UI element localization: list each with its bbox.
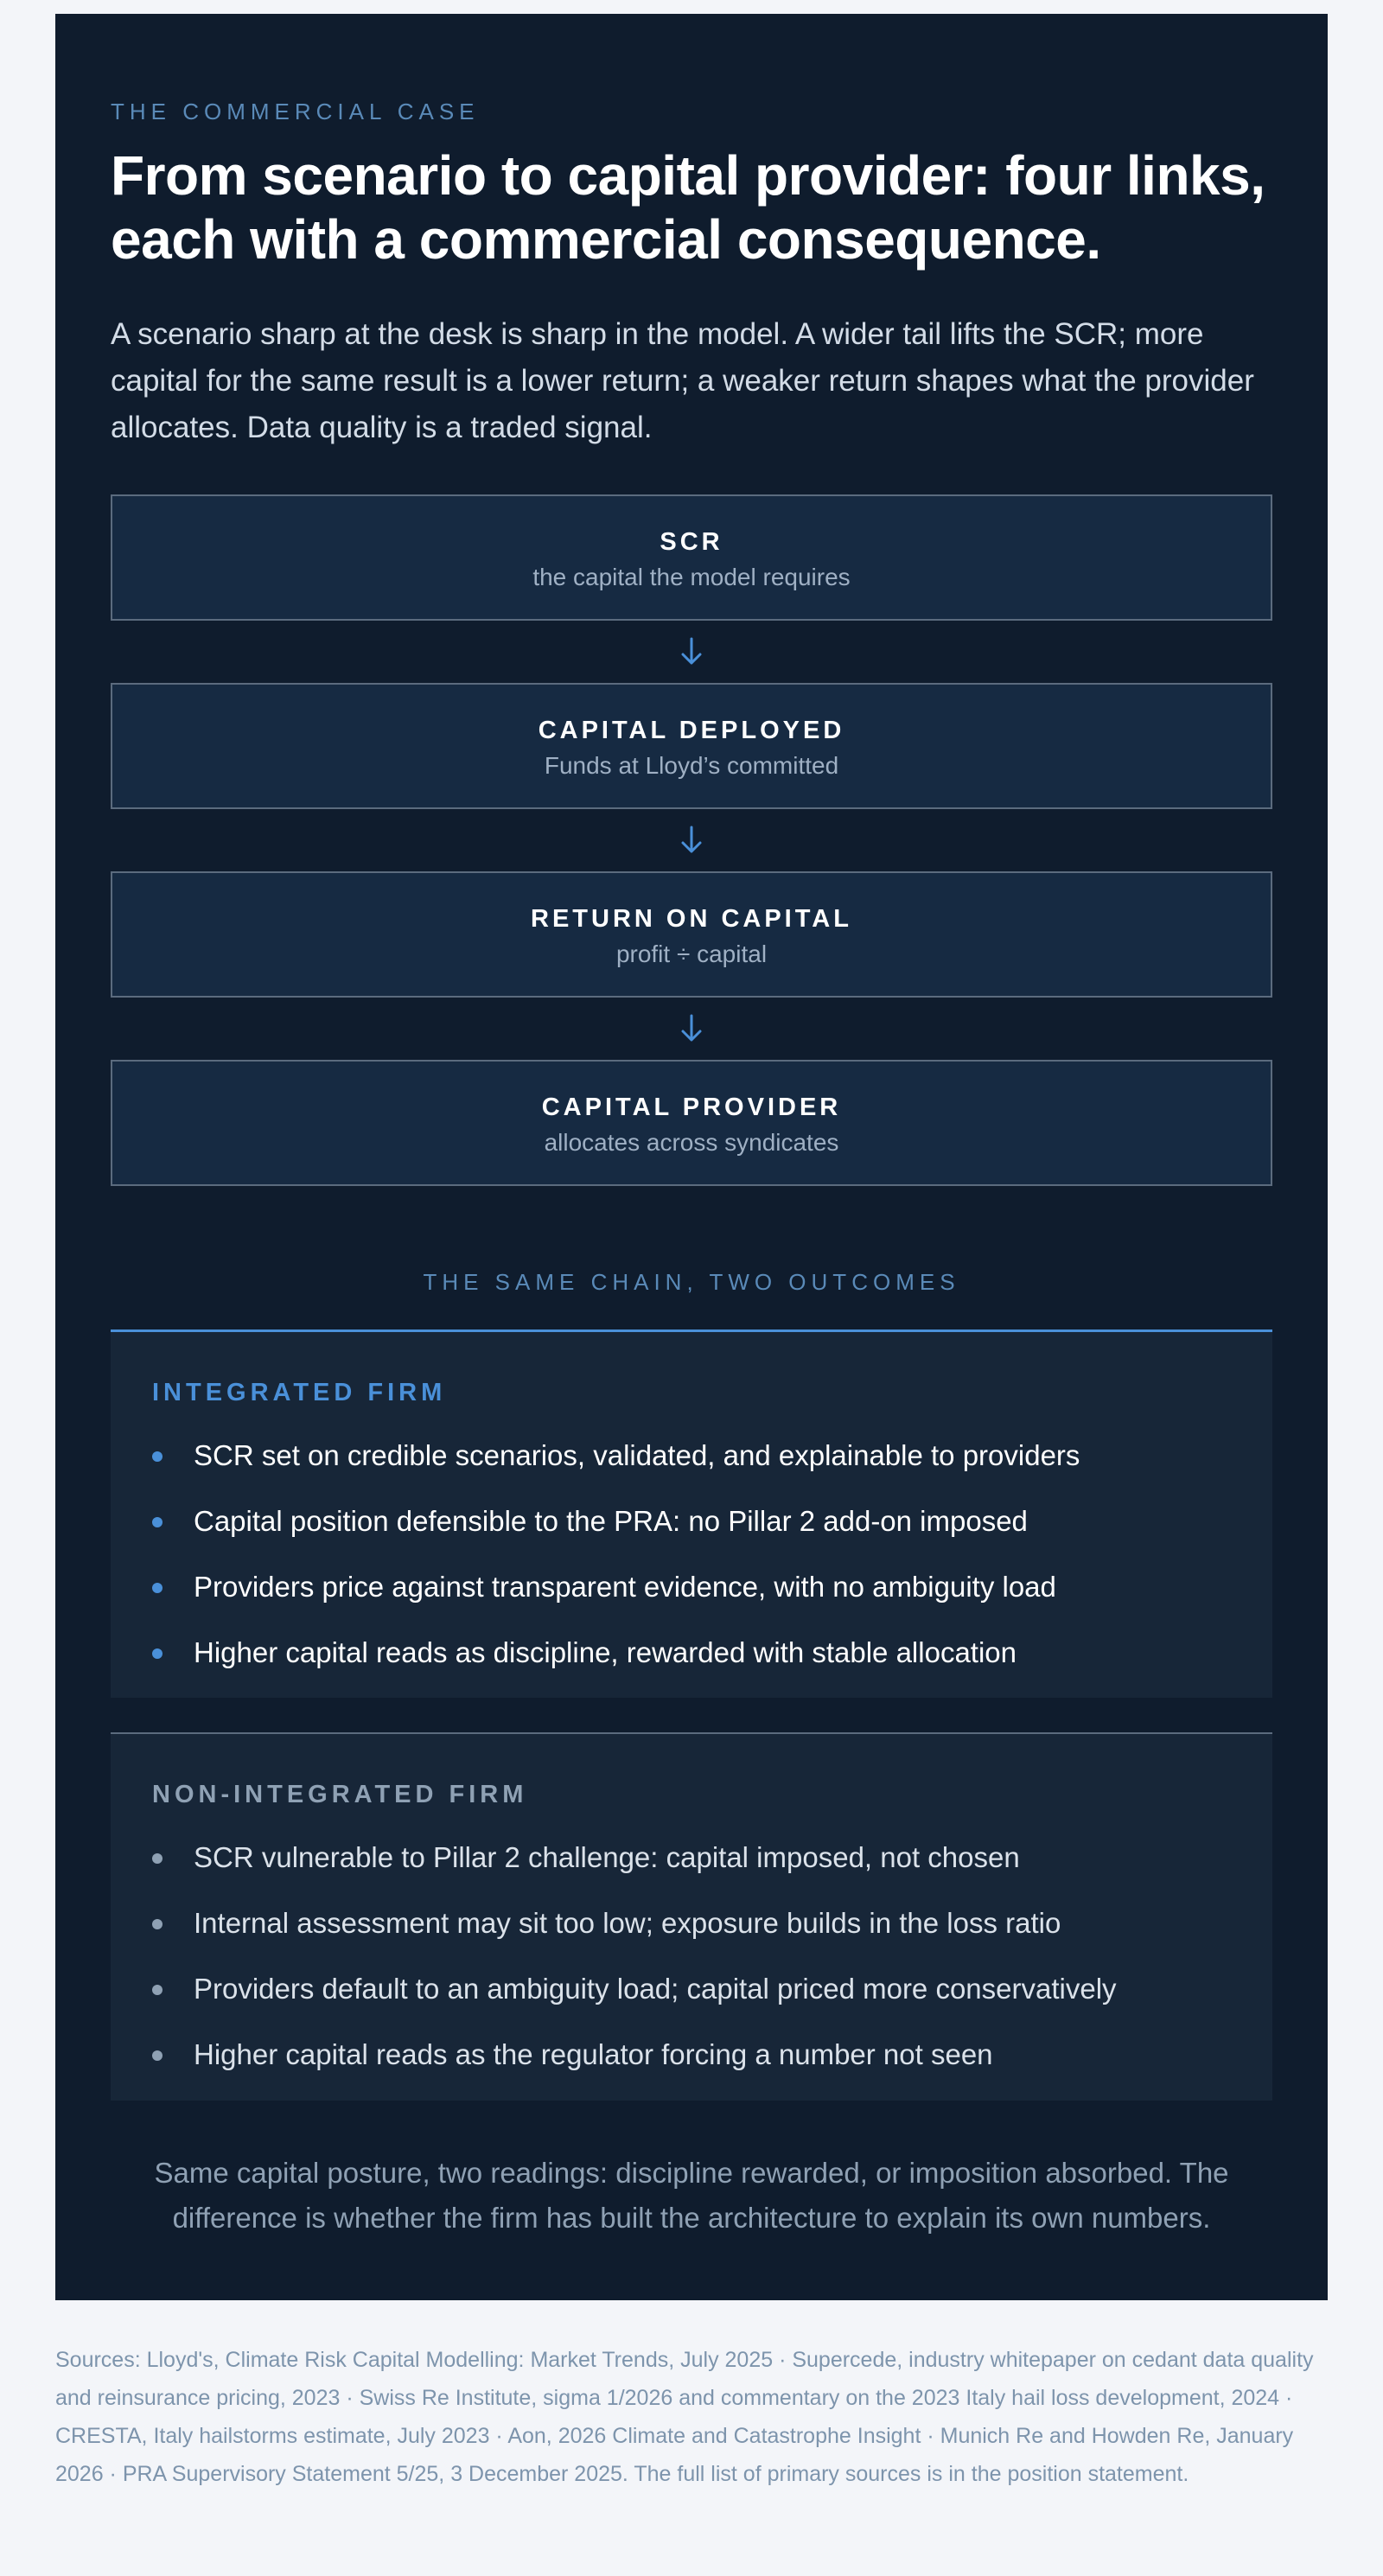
arrow-down-icon [111,998,1272,1060]
arrow-down-icon [111,621,1272,683]
list-item [152,1569,1080,1635]
bullet-text: Providers price against transparent evidence, with no ambiguity load [194,1571,1056,1603]
bullet-text: SCR vulnerable to Pillar 2 challenge: capital imposed, not chosen [194,1841,1020,1873]
outcome-title: INTEGRATED FIRM [152,1379,447,1406]
bullet-text: Providers default to an ambiguity load; capital priced more conservatively [194,1973,1117,2005]
chain-step-subtitle: profit ÷ capital [615,940,768,967]
eyebrow-label: THE COMMERCIAL CASE [111,99,480,124]
list-item [152,2037,1117,2102]
chain-step-capital-deployed [111,683,1272,809]
bullet-dot-icon [152,1985,163,1995]
chain-step-scr [111,494,1272,621]
chain-step-subtitle: Funds at Lloyd’s committed [544,752,839,779]
list-item [152,1438,1080,1503]
list-item [152,1840,1117,1905]
bullet-dot-icon [152,1648,163,1659]
chain-step-return-on-capital [111,871,1272,998]
chain-step-title: SCR [660,528,723,556]
outcome-title: NON-INTEGRATED FIRM [152,1781,528,1808]
arrow-down-icon [111,809,1272,871]
bullet-dot-icon [152,1517,163,1527]
non-integrated-firm-card [111,1732,1272,2101]
lede-paragraph: A scenario sharp at the desk is sharp in the model. A wider tail lifts the SCR; more capital for the same result is a lower return; a weaker return shapes what the provider allocates. Data quality is a traded signal. [111,317,1254,444]
closing-statement: Same capital posture, two readings: discipline rewarded, or imposition absorbed. The difference is whether the firm has built the architecture to explain its own numbers. [154,2157,1229,2234]
list-item [152,1503,1080,1569]
chain-step-capital-provider [111,1060,1272,1186]
bullet-text: SCR set on credible scenarios, validated, and explainable to providers [194,1439,1080,1471]
chain-step-title: RETURN ON CAPITAL [531,905,852,933]
chain-step-subtitle: the capital the model requires [532,564,851,590]
bullet-text: Internal assessment may sit too low; exposure builds in the loss ratio [194,1907,1061,1939]
page-title: From scenario to capital provider: four links, each with a commercial consequence. [111,144,1265,271]
bullet-dot-icon [152,2050,163,2061]
capital-chain [111,494,1272,1186]
chain-step-title: CAPITAL DEPLOYED [538,717,845,744]
bullet-dot-icon [152,1583,163,1593]
commercial-case-panel [55,14,1328,2300]
chain-step-subtitle: allocates across syndicates [544,1129,839,1156]
bullet-text: Higher capital reads as the regulator forcing a number not seen [194,2038,993,2070]
section-label: THE SAME CHAIN, TWO OUTCOMES [423,1269,960,1295]
list-item [152,1635,1080,1700]
outcome-bullet-list [152,1438,1080,1700]
list-item [152,1971,1117,2037]
bullet-dot-icon [152,1451,163,1462]
bullet-text: Higher capital reads as discipline, rewarded with stable allocation [194,1636,1017,1668]
integrated-firm-card [111,1329,1272,1698]
chain-step-title: CAPITAL PROVIDER [541,1094,842,1121]
list-item [152,1905,1117,1971]
outcome-bullet-list [152,1840,1117,2102]
sources-footnote: Sources: Lloyd's, Climate Risk Capital Modelling: Market Trends, July 2025 · Supercede, industry whitepaper on cedant data quality and reinsurance pricing, 2023 · Swiss Re Institute, sigma 1/2026 and commentary on the 2023 Italy hail loss development, 2024 · CRESTA, Italy hailstorms estimate, July 2023 · Aon, 2026 Climate and Catastrophe Insight · Munich Re and Howden Re, January 2026 · PRA Supervisory Statement 5/25, 3 December 2025. The full list of primary sources is in the position statement. [55,2348,1314,2486]
bullet-dot-icon [152,1853,163,1864]
bullet-dot-icon [152,1919,163,1929]
bullet-text: Capital position defensible to the PRA: no Pillar 2 add-on imposed [194,1505,1028,1537]
